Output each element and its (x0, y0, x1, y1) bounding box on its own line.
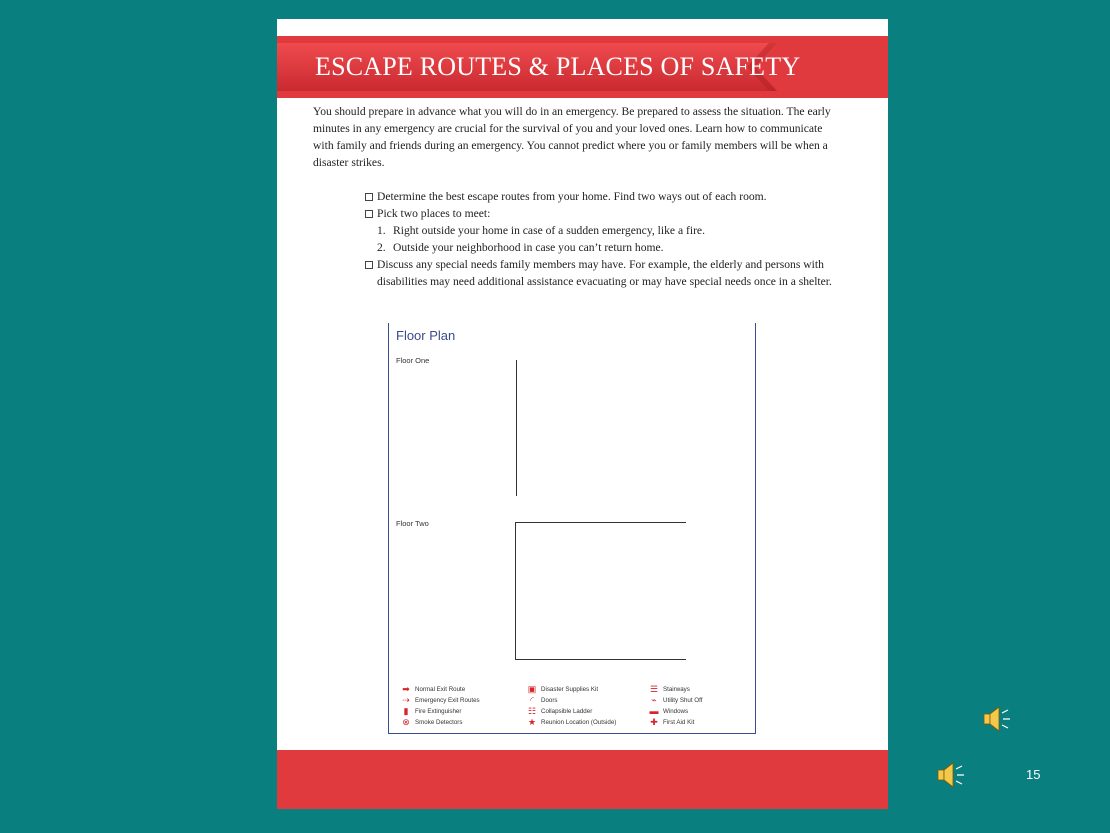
supplies-kit-icon: ▣ (527, 684, 537, 694)
numbered-item: 1. Right outside your home in case of a sudden emergency, like a fire. (377, 224, 705, 237)
floor-two-label: Floor Two (396, 519, 429, 528)
star-icon: ★ (527, 717, 537, 727)
checklist-item: Discuss any special needs family members may have. For example, the elderly and persons with disabilities may need additional assistance evacuating or may have special needs once in a shelter. (365, 256, 835, 290)
legend-item: ☰ Stairways (645, 684, 690, 695)
utility-shutoff-icon: ⌁ (651, 695, 657, 705)
checkbox-icon (365, 193, 373, 201)
checkbox-icon (365, 210, 373, 218)
page-title: ESCAPE ROUTES & PLACES OF SAFETY (315, 52, 801, 81)
legend-item: ▣ Disaster Supplies Kit (523, 684, 598, 695)
legend-item: ▬ Windows (645, 706, 688, 717)
legend-item: ⊗ Smoke Detectors (397, 717, 462, 728)
smoke-detector-icon: ⊗ (402, 717, 410, 727)
floor-plan-form (388, 323, 756, 734)
fire-extinguisher-icon: ▮ (403, 706, 409, 716)
speaker-icon[interactable] (980, 703, 1012, 735)
legend-item: ◜ Doors (523, 695, 558, 706)
dashed-arrow-icon: ⇢ (402, 695, 410, 705)
checklist (365, 188, 835, 290)
legend-item: ▮ Fire Extinguisher (397, 706, 461, 717)
legend-item: ☷ Collapsible Ladder (523, 706, 592, 717)
stairway-icon: ☰ (649, 684, 659, 694)
numbered-item: 2. Outside your neighborhood in case you can’t return home. (377, 241, 664, 254)
legend-item: ⇢ Emergency Exit Routes (397, 695, 480, 706)
checkbox-icon (365, 261, 373, 269)
floor-plan-title: Floor Plan (396, 328, 456, 343)
legend-item: ★ Reunion Location (Outside) (523, 717, 616, 728)
legend-item: ⌁ Utility Shut Off (645, 695, 702, 706)
door-icon: ◜ (530, 695, 534, 705)
footer-band (277, 750, 888, 809)
document-page (277, 19, 888, 809)
floor-one-label: Floor One (396, 356, 430, 365)
floor-one-drawing-area (516, 360, 517, 496)
arrow-icon: ➡ (402, 684, 410, 694)
intro-paragraph: You should prepare in advance what you will do in an emergency. Be prepared to assess the situation. The early minutes in any emergency are crucial for the survival of you and your loved ones. Learn how to communicate with family and friends during an emergency. You cannot predict where you or family members will be when a disaster strikes. (313, 105, 831, 169)
checklist-item: Determine the best escape routes from your home. Find two ways out of each room. (365, 188, 835, 205)
speaker-icon[interactable] (934, 759, 966, 791)
checklist-item: Pick two places to meet: (365, 205, 835, 222)
ladder-icon: ☷ (527, 706, 537, 716)
floor-two-drawing-area (515, 522, 686, 660)
legend-item: ➡ Normal Exit Route (397, 684, 465, 695)
first-aid-icon: ✚ (650, 717, 658, 727)
page-number: 15 (1026, 767, 1041, 782)
window-icon: ▬ (649, 706, 659, 716)
legend-item: ✚ First Aid Kit (645, 717, 694, 728)
